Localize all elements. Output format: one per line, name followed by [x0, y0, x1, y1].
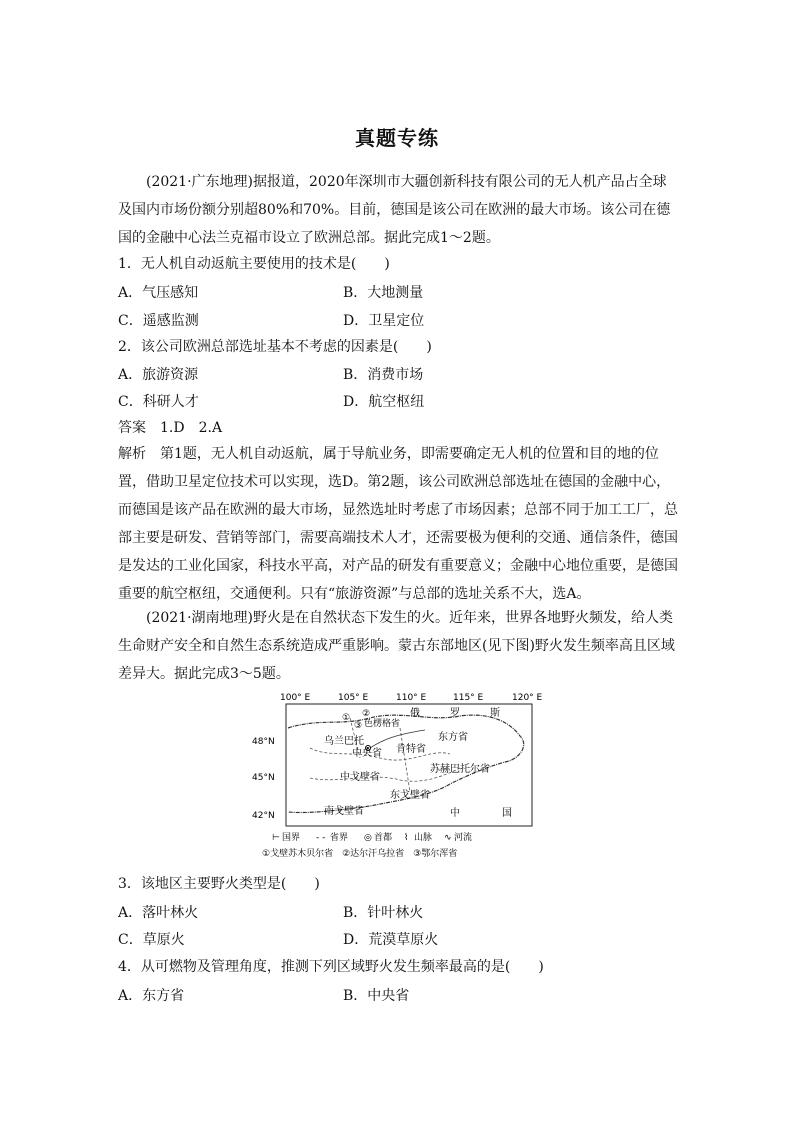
map-label-russia-2: 罗 [450, 708, 460, 719]
lat-label-45: 45°N [252, 773, 275, 783]
svg-text:∿: ∿ [444, 833, 452, 843]
lon-label-105: 105° E [338, 693, 369, 703]
map-label-ulaanbaatar: 乌兰巴托 [324, 736, 364, 747]
map-label-dornod: 东方省 [438, 732, 468, 743]
answer-label: 答案 [118, 420, 146, 436]
map-label-tov: 中央省 [352, 748, 382, 759]
answer-text: 1.D 2.A [160, 420, 223, 436]
question-1-stem: 1．无人机自动返航主要使用的技术是( ) [118, 256, 390, 272]
analysis-text: 第1题，无人机自动返航，属于导航业务，即需要确定无人机的位置和目的地的位置，借助卫星定位技术可以实现，选D。第2题，该公司欧洲总部选址在德国的金融中心，而德国是该产品在欧洲的最大市场，显然选址时考虑了市场因素；总部不同于加工工厂，总部主要是研发、营销等部门，需要高端技术人才，还需要极为便利的交通、通信条件，德国是发达的工业化国家，科技水平高，对产品的研发有重要意义；金融中心地位重要，是德国重要的航空枢纽，交通便利。只有“旅游资源”与总部的选址关系不大，选A。 [118, 446, 678, 602]
q2-option-b: B．消费市场 [343, 367, 424, 383]
legend-river: 河流 [454, 833, 473, 843]
svg-text:◎: ◎ [364, 833, 372, 843]
map-label-khentii: 肯特省 [396, 744, 426, 755]
q1-option-b: B．大地测量 [343, 285, 424, 301]
q1-option-a: A．气压感知 [118, 285, 199, 301]
q2-option-c: C．科研人才 [118, 394, 199, 410]
legend-province-border: 省界 [330, 833, 349, 843]
q3-option-c: C．草原火 [118, 932, 185, 948]
map-label-dundgovi: 中戈壁省 [340, 772, 380, 783]
q1-option-d: D．卫星定位 [343, 313, 425, 329]
q4-option-a: A．东方省 [118, 988, 185, 1004]
map-label-russia-3: 斯 [490, 708, 500, 719]
legend-national-border: 国界 [282, 833, 301, 843]
legend-province-key: ①戈壁苏木贝尔省 ②达尔汗乌拉省 ③鄂尔浑省 [262, 849, 458, 858]
lon-label-110: 110° E [396, 693, 427, 703]
map-label-circle3: ③ [354, 721, 363, 731]
q2-option-d: D．航空枢纽 [343, 394, 425, 410]
q2-option-a: A．旅游资源 [118, 367, 199, 383]
map-label-dornogovi: 东戈壁省 [390, 790, 430, 801]
q3-option-d: D．荒漠草原火 [343, 932, 439, 948]
answer-line [118, 418, 222, 438]
q1-option-c: C．遥感监测 [118, 313, 199, 329]
lon-label-100: 100° E [280, 693, 311, 703]
svg-text:⊢: ⊢ [272, 833, 280, 843]
q3-option-b: B．针叶林火 [343, 905, 424, 921]
intro-paragraph-1: (2021·广东地理)据报道，2020年深圳市大疆创新科技有限公司的无人机产品占全球及国内市场份额分别超80%和70%。目前，德国是该公司在欧洲的最大市场。该公司在德国的金融中心法兰克福市设立了欧洲总部。据此完成1～2题。 [118, 174, 671, 246]
analysis-paragraph [118, 440, 678, 608]
legend-capital: 首都 [374, 833, 393, 843]
question-3-stem: 3．该地区主要野火类型是( ) [118, 876, 320, 892]
svg-text:- -: - - [316, 833, 326, 843]
map-label-china-1: 中 [450, 808, 460, 819]
question-4-stem: 4．从可燃物及管理角度，推测下列区域野火发生频率最高的是( ) [118, 959, 544, 975]
map-label-circle1: ① [342, 713, 351, 723]
map-label-russia-1: 俄 [410, 708, 420, 719]
analysis-label: 解析 [118, 446, 146, 462]
map-label-selenge: 色楞格省 [364, 719, 401, 729]
map-label-china-2: 国 [502, 808, 512, 819]
map-label-sukhbaatar: 苏赫巴托尔省 [430, 764, 490, 775]
intro-paragraph-2: (2021·湖南地理)野火是在自然状态下发生的火。近年来，世界各地野火频发，给人类生命财产安全和自然生态系统造成严重影响。蒙古东部地区(见下图)野火发生频率高且区域差异大。据此完成3～5题。 [118, 610, 675, 682]
lat-label-48: 48°N [252, 737, 275, 747]
q3-option-a: A．落叶林火 [118, 905, 199, 921]
mongolia-map [250, 688, 550, 858]
map-label-omnogovi: 南戈壁省 [324, 806, 364, 817]
q4-option-b: B．中央省 [343, 988, 410, 1004]
lon-label-115: 115° E [453, 693, 484, 703]
page-title: 真题专练 [355, 126, 439, 150]
lon-label-120: 120° E [512, 693, 543, 703]
legend-mountain: 山脉 [414, 833, 433, 843]
lat-label-42: 42°N [252, 811, 275, 821]
question-2-stem: 2．该公司欧洲总部选址基本不考虑的因素是( ) [118, 339, 432, 355]
map-legend [262, 831, 472, 858]
map-label-circle2: ② [362, 709, 371, 719]
svg-text:⌇: ⌇ [404, 833, 409, 843]
